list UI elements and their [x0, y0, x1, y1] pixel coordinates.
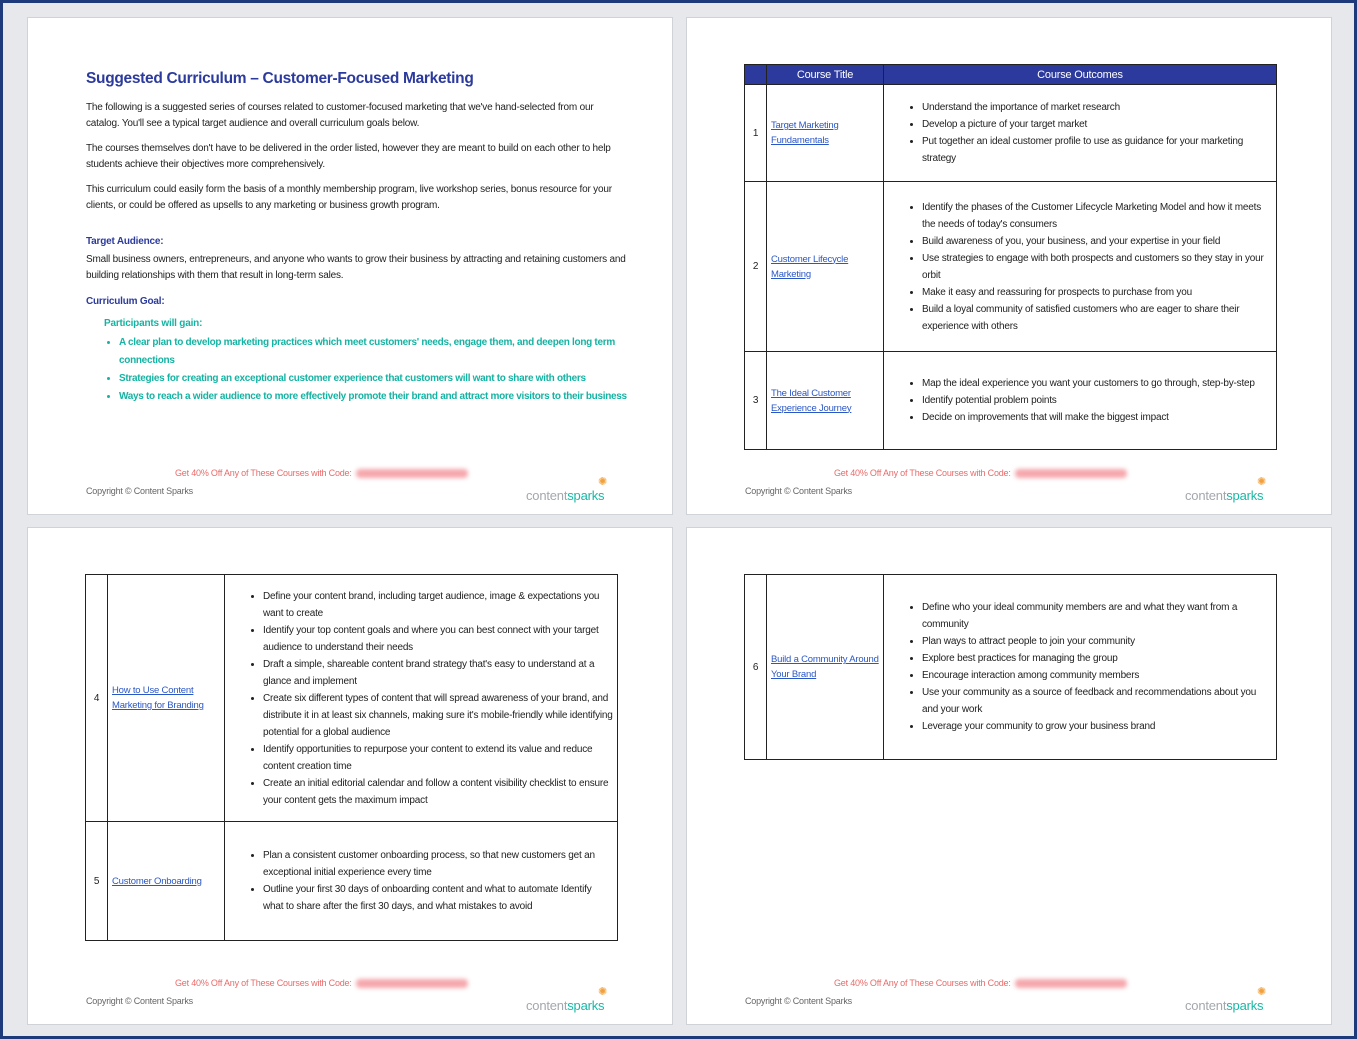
outcome-item: • Create an initial editorial calendar and follow a content visibility checklist to ensure your content gets the maximum impact: [263, 775, 613, 809]
outcome-item: • Make it easy and reassuring for prospects to purchase from you: [922, 284, 1272, 301]
outcome-item: • Build awareness of you, your business, and your expertise in your field: [922, 233, 1272, 250]
goal-item: • A clear plan to develop marketing practices which meet customers' needs, engage them, and deepen long term connections: [119, 334, 639, 370]
promo-text: Get 40% Off Any of These Courses with Code:: [834, 978, 1011, 988]
copyright: Copyright © Content Sparks: [745, 486, 852, 496]
course-number: 3: [745, 352, 767, 450]
goal-lead: Participants will gain:: [104, 318, 203, 329]
intro-paragraph: The following is a suggested series of courses related to customer-focused marketing that we've hand-selected from our catalog. You'll see a typical target audience and overall curriculum goals below.: [86, 102, 594, 129]
outcome-item: • Draft a simple, shareable content brand strategy that's easy to understand at a glance and implement: [263, 656, 613, 690]
course-title-link[interactable]: Customer Lifecycle Marketing: [771, 253, 849, 280]
page-3: [27, 527, 673, 1025]
spark-icon: ✺: [1257, 986, 1267, 998]
copyright: Copyright © Content Sparks: [86, 486, 193, 496]
outcome-item: • Plan a consistent customer onboarding process, so that new customers get an exceptional initial experience every time: [263, 847, 613, 881]
content-sparks-logo: contentsparks ✺: [526, 476, 608, 503]
audience-heading: Target Audience:: [86, 236, 164, 247]
outcome-item: • Leverage your community to grow your business brand: [922, 718, 1272, 735]
outcome-item: • Identify your top content goals and where you can best connect with your target audience to understand their needs: [263, 622, 613, 656]
course-table: [85, 574, 618, 941]
outcome-item: • Identify the phases of the Customer Lifecycle Marketing Model and how it meets the needs of today's consumers: [922, 199, 1272, 233]
outcome-item: • Create six different types of content that will spread awareness of your brand, and distribute it in at least six channels, making sure it's mobile-friendly while identifying potential for a global audience: [263, 690, 613, 741]
course-title-link[interactable]: The Ideal Customer Experience Journey: [771, 387, 852, 414]
page-1: [27, 17, 673, 515]
goal-item: • Strategies for creating an exceptional customer experience that customers will want to share with others: [119, 370, 639, 388]
redacted-code: [1015, 469, 1127, 478]
header-num: [745, 65, 767, 85]
table-row: [745, 575, 1277, 760]
header-course-outcomes: Course Outcomes: [884, 65, 1277, 85]
outcome-item: • Put together an ideal customer profile to use as guidance for your marketing strategy: [922, 133, 1272, 167]
table-row: [745, 85, 1277, 182]
content-sparks-logo: contentsparks ✺: [1185, 986, 1267, 1013]
outcome-item: • Build a loyal community of satisfied customers who are eager to share their experience with others: [922, 301, 1272, 335]
content-sparks-logo: contentsparks ✺: [526, 986, 608, 1013]
outcome-item: • Use strategies to engage with both prospects and customers so they stay in your orbit: [922, 250, 1272, 284]
spark-icon: ✺: [598, 986, 608, 998]
course-number: 4: [86, 575, 108, 822]
goal-list: [104, 334, 639, 406]
table-row: [86, 575, 618, 822]
page-4: [686, 527, 1332, 1025]
goal-item: • Ways to reach a wider audience to more effectively promote their brand and attract more visitors to their business: [119, 388, 639, 406]
redacted-code: [1015, 979, 1127, 988]
course-number: 6: [745, 575, 767, 760]
outcome-item: • Develop a picture of your target market: [922, 116, 1272, 133]
course-number: 1: [745, 85, 767, 182]
content-sparks-logo: contentsparks ✺: [1185, 476, 1267, 503]
table-row: [745, 182, 1277, 352]
outcome-item: • Plan ways to attract people to join your community: [922, 633, 1272, 650]
spark-icon: ✺: [1257, 476, 1267, 488]
outcome-list: [229, 847, 613, 915]
course-table: [744, 574, 1277, 760]
intro-paragraph: This curriculum could easily form the basis of a monthly membership program, live workshop series, bonus resource for your clients, or could be offered as upsells to any marketing or business growth program.: [86, 184, 612, 211]
outcome-list: [888, 99, 1272, 167]
course-title-link[interactable]: Build a Community Around Your Brand: [771, 654, 879, 680]
outcome-item: • Understand the importance of market research: [922, 99, 1272, 116]
intro-paragraph: The courses themselves don't have to be delivered in the order listed, however they are meant to build on each other to help students achieve their objectives more comprehensively.: [86, 143, 611, 170]
outcome-list: [888, 199, 1272, 335]
redacted-code: [356, 979, 468, 988]
course-number: 5: [86, 822, 108, 941]
outcome-item: • Map the ideal experience you want your customers to go through, step-by-step: [922, 375, 1272, 392]
promo-text: Get 40% Off Any of These Courses with Code:: [175, 978, 352, 988]
header-course-title: Course Title: [767, 65, 884, 85]
copyright: Copyright © Content Sparks: [86, 996, 193, 1006]
goal-heading: Curriculum Goal:: [86, 296, 165, 307]
outcome-item: • Define your content brand, including target audience, image & expectations you want to create: [263, 588, 613, 622]
outcome-item: • Outline your first 30 days of onboarding content and what to automate Identify what to share after the first 30 days, and what mistakes to avoid: [263, 881, 613, 915]
promo-line: [175, 978, 468, 988]
course-number: 2: [745, 182, 767, 352]
course-title-link[interactable]: Target Marketing Fundamentals: [771, 120, 839, 146]
promo-line: [834, 468, 1127, 478]
table-header-row: [745, 65, 1277, 85]
outcome-item: • Define who your ideal community members are and what they want from a community: [922, 599, 1272, 633]
outcome-item: • Encourage interaction among community members: [922, 667, 1272, 684]
outcome-item: • Identify potential problem points: [922, 392, 1272, 409]
outcome-list: [229, 588, 613, 809]
promo-text: Get 40% Off Any of These Courses with Code:: [175, 468, 352, 478]
spark-icon: ✺: [598, 476, 608, 488]
redacted-code: [356, 469, 468, 478]
promo-text: Get 40% Off Any of These Courses with Code:: [834, 468, 1011, 478]
outcome-item: • Explore best practices for managing the group: [922, 650, 1272, 667]
promo-line: [175, 468, 468, 478]
outcome-item: • Decide on improvements that will make the biggest impact: [922, 409, 1272, 426]
promo-line: [834, 978, 1127, 988]
audience-text: Small business owners, entrepreneurs, and anyone who wants to grow their business by attracting and retaining customers and building relationships with them that result in long-term sales.: [86, 254, 626, 281]
table-row: [86, 822, 618, 941]
course-title-link[interactable]: How to Use Content Marketing for Branding: [112, 685, 204, 711]
copyright: Copyright © Content Sparks: [745, 996, 852, 1006]
outcome-list: [888, 599, 1272, 735]
page-title: Suggested Curriculum – Customer-Focused Marketing: [86, 70, 474, 87]
course-table: [744, 64, 1277, 450]
course-title-link[interactable]: Customer Onboarding: [112, 875, 202, 887]
outcome-list: [888, 375, 1272, 426]
page-2: [686, 17, 1332, 515]
outcome-item: • Identify opportunities to repurpose your content to extend its value and reduce content creation time: [263, 741, 613, 775]
table-row: [745, 352, 1277, 450]
outcome-item: • Use your community as a source of feedback and recommendations about you and your work: [922, 684, 1272, 718]
